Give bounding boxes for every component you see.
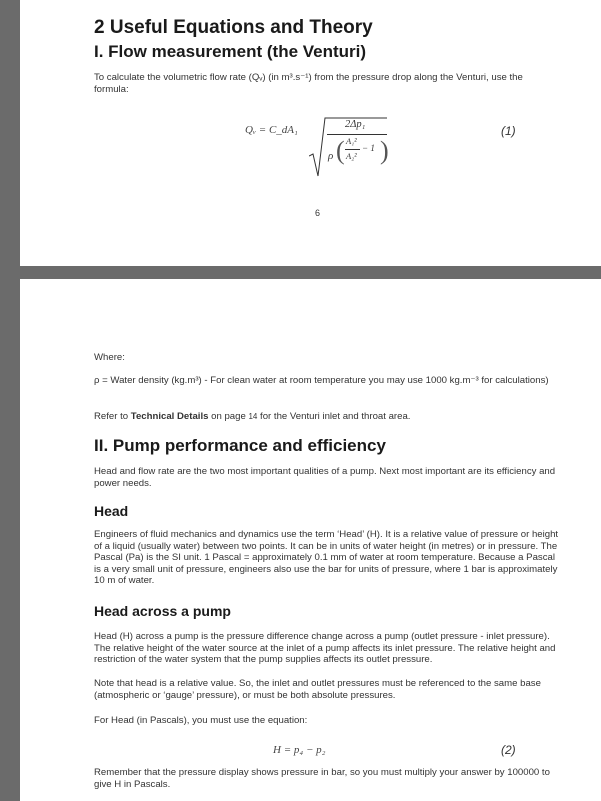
technical-details-link[interactable]: Technical Details xyxy=(130,411,209,422)
intro-text: To calculate the volumetric flow rate (Qᵥ) (in m³.s⁻¹) from the pressure drop along the Venturi, use the formula: xyxy=(94,72,523,95)
where-label: Where: xyxy=(94,352,125,363)
denominator-minus: − 1 xyxy=(362,143,375,153)
refer-prefix: Refer to xyxy=(94,411,131,422)
paren-left: ( xyxy=(336,136,345,165)
document-page-2 xyxy=(20,279,601,801)
fraction-bar xyxy=(327,134,387,135)
rho-definition: ρ = Water density (kg.m³) - For clean water at room temperature you may use 1000 kg.m⁻³ for calculations) xyxy=(94,375,549,386)
head-equation: H = p₄ − p₂ xyxy=(273,744,326,756)
equation-number-1: (1) xyxy=(501,124,516,138)
venturi-equation xyxy=(245,112,405,182)
paren-right: ) xyxy=(380,136,389,165)
denominator-rho: ρ xyxy=(328,150,334,162)
section-title: 2 Useful Equations and Theory xyxy=(94,17,373,38)
inner-fraction-bar xyxy=(345,149,360,150)
refer-line xyxy=(94,411,564,423)
equation-intro: For Head (in Pascals), you must use the equation: xyxy=(94,715,308,726)
note-text: Note that head is a relative value. So, the inlet and outlet pressures must be referenced to the same base (atmospheric or ‘gauge’ pressure), or must be both absolute pressures. xyxy=(94,678,541,701)
pump-intro: Head and flow rate are the two most important qualities of a pump. Next most important are its efficiency and power needs. xyxy=(94,466,556,489)
head-pump-title: Head across a pump xyxy=(94,603,231,619)
head-pump-text: Head (H) across a pump is the pressure difference change across a pump (outlet pressure - inlet pressure). The relative height of the water source at the inlet of a pump affects its inlet pressure. The relative height and restriction of the water system that the pump supplies affects its outlet pressure. xyxy=(94,631,556,666)
refer-page: 14 xyxy=(248,412,258,421)
equation-number-2: (2) xyxy=(501,743,516,757)
head-text: Engineers of fluid mechanics and dynamics use the term ‘Head’ (H). It is a relative value of pressure or height of a liquid (usually water) between two points. It can be in units of water height (in metres) or in pressure. The Pascal (Pa) is the SI unit. 1 Pascal = approximately 0.1 mm of water at room temperature. Because a Pascal is a very small unit of pressure, engineers also use the bar for units of pressure, where 1 bar is approximately 10 m of water. xyxy=(94,529,559,587)
refer-mid: on page xyxy=(208,411,249,422)
subsection-title: I. Flow measurement (the Venturi) xyxy=(94,42,367,61)
head-title: Head xyxy=(94,503,129,519)
equation-numerator: 2Δp₁ xyxy=(345,119,366,130)
page-number: 6 xyxy=(315,208,321,218)
pump-section-title: II. Pump performance and efficiency xyxy=(94,436,386,455)
refer-suffix: for the Venturi inlet and throat area. xyxy=(257,411,411,422)
equation-lhs: Qᵥ = C_dA₁ xyxy=(245,124,298,136)
document-page-1 xyxy=(20,0,601,266)
denominator-frac-bottom: A₂² xyxy=(346,151,357,161)
denominator-frac-top: A₁² xyxy=(346,136,357,146)
remember-text: Remember that the pressure display shows pressure in bar, so you must multiply your answer by 100000 to give H in Pascals. xyxy=(94,767,550,790)
